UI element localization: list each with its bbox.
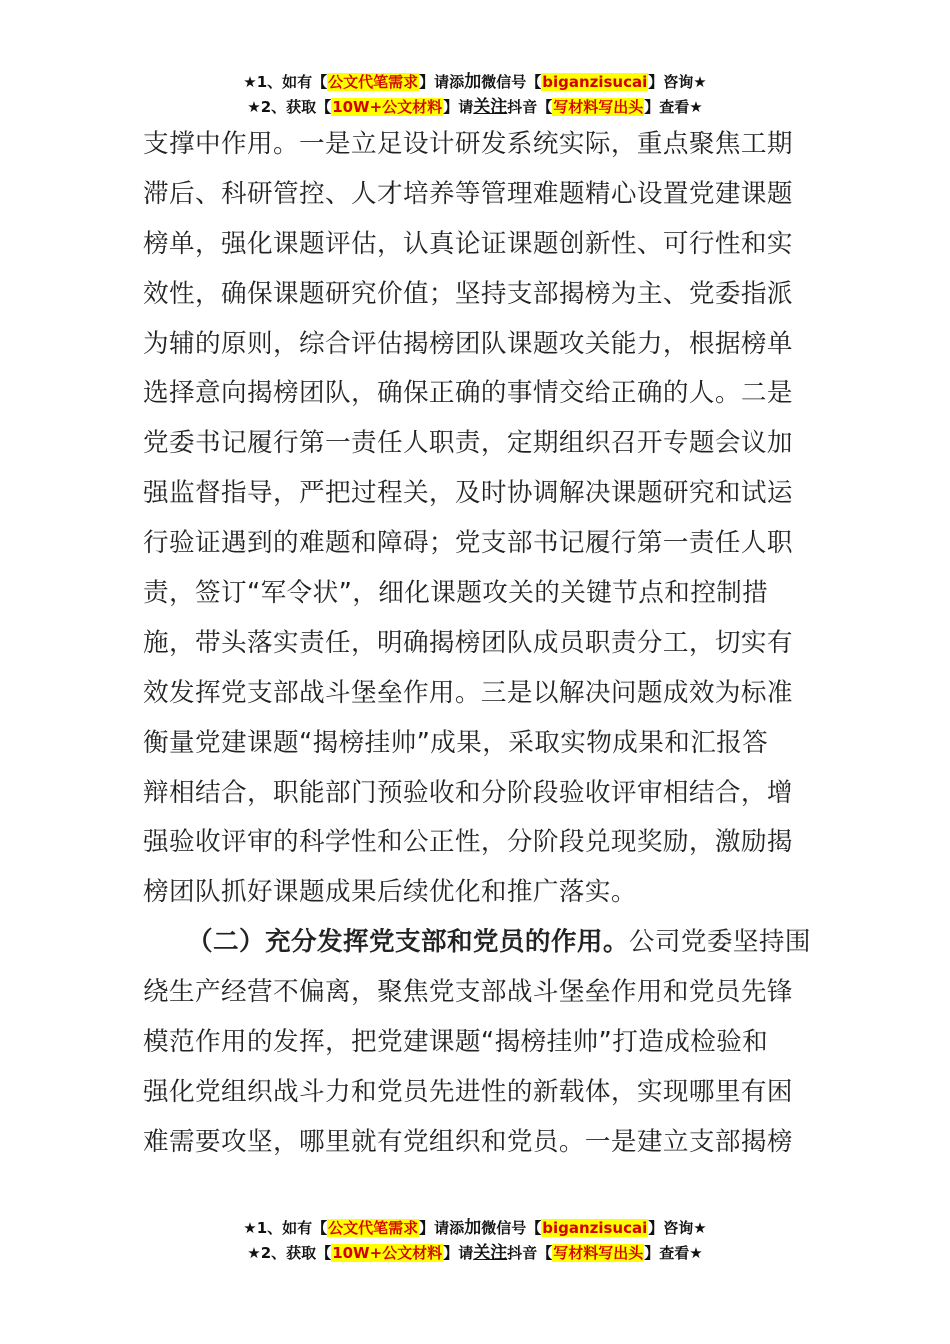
footer-banner — [0, 1216, 950, 1266]
banner-text: ★2、获取【 — [247, 1244, 332, 1262]
body-line: 效发挥党支部战斗堡垒作用。三是以解决问题成效为标准 — [143, 677, 793, 708]
banner-text: ★1、如有【 — [243, 1219, 328, 1237]
banner-highlight: 公文代笔需求 — [328, 1219, 419, 1237]
body-line: 责，签订“军令状”，细化课题攻关的关键节点和控制措 — [143, 578, 769, 609]
body-line: 施，带头落实责任，明确揭榜团队成员职责分工，切实有 — [143, 627, 793, 658]
banner-line-1 — [0, 1216, 950, 1241]
banner-text: 关注 — [473, 97, 508, 117]
body-line: 行验证遇到的难题和障碍；党支部书记履行第一责任人职 — [143, 528, 793, 559]
banner-highlight: 写材料写出头 — [553, 98, 644, 116]
banner-text: 抖音【 — [507, 1244, 553, 1262]
banner-highlight: 公文代笔需求 — [328, 73, 419, 91]
body-line: 支撑中作用。一是立足设计研发系统实际，重点聚焦工期 — [143, 129, 793, 159]
banner-highlight: 10W+公文材料 — [332, 1244, 443, 1262]
body-line: 辩相结合，职能部门预验收和分阶段验收评审相结合，增 — [143, 777, 793, 808]
section-heading: （二）充分发挥党支部和党员的作用。 — [187, 927, 629, 958]
body-line: 为辅的原则，综合评估揭榜团队课题攻关能力，根据榜单 — [143, 328, 793, 359]
banner-text: 】查看★ — [644, 1244, 703, 1262]
banner-line-1 — [0, 70, 950, 95]
banner-text: 加 — [464, 72, 482, 92]
banner-highlight: 10W+公文材料 — [332, 98, 443, 116]
body-line: 强验收评审的科学性和公正性，分阶段兑现奖励，激励揭 — [143, 827, 793, 858]
section-heading-line — [143, 918, 811, 968]
banner-text: 加 — [464, 1218, 482, 1238]
document-body — [143, 120, 811, 1168]
banner-text: 】咨询★ — [648, 73, 707, 91]
body-line: 效性，确保课题研究价值；坚持支部揭榜为主、党委指派 — [143, 278, 793, 309]
body-line: 难需要攻坚，哪里就有党组织和党员。一是建立支部揭榜 — [143, 1126, 793, 1157]
header-banner — [0, 70, 950, 120]
body-line: 榜单，强化课题评估，认真论证课题创新性、可行性和实 — [143, 228, 793, 259]
banner-text: 微信号【 — [481, 1219, 542, 1237]
banner-text: ★1、如有【 — [243, 73, 328, 91]
banner-text: 】咨询★ — [648, 1219, 707, 1237]
body-line: 选择意向揭榜团队，确保正确的事情交给正确的人。二是 — [143, 378, 793, 409]
body-line: 绕生产经营不偏离，聚焦党支部战斗堡垒作用和党员先锋 — [143, 977, 793, 1008]
body-line: 榜团队抓好课题成果后续优化和推广落实。 — [143, 877, 637, 908]
body-line: 衡量党建课题“揭榜挂帅”成果，采取实物成果和汇报答 — [143, 727, 769, 758]
banner-text: 】请添 — [419, 1219, 465, 1237]
banner-wechat-id: biganzisucai — [542, 1219, 648, 1237]
body-text: 公司党委坚持围 — [628, 927, 811, 958]
body-line: 强化党组织战斗力和党员先进性的新载体，实现哪里有困 — [143, 1076, 793, 1107]
body-line: 模范作用的发挥，把党建课题“揭榜挂帅”打造成检验和 — [143, 1027, 769, 1058]
banner-line-2 — [0, 1241, 950, 1266]
banner-line-2 — [0, 95, 950, 120]
body-line: 党委书记履行第一责任人职责，定期组织召开专题会议加 — [143, 428, 793, 459]
body-line: 滞后、科研管控、人才培养等管理难题精心设置党建课题 — [143, 178, 793, 209]
body-line: 强监督指导，严把过程关，及时协调解决课题研究和试运 — [143, 478, 793, 509]
banner-text: 微信号【 — [481, 73, 542, 91]
banner-text: ★2、获取【 — [247, 98, 332, 116]
banner-text: 】请添 — [419, 73, 465, 91]
banner-text: 抖音【 — [507, 98, 553, 116]
banner-text: 】请 — [443, 1244, 474, 1262]
banner-wechat-id: biganzisucai — [542, 73, 648, 91]
banner-text: 】查看★ — [644, 98, 703, 116]
banner-highlight: 写材料写出头 — [553, 1244, 644, 1262]
banner-text: 关注 — [473, 1243, 508, 1263]
banner-text: 】请 — [443, 98, 474, 116]
